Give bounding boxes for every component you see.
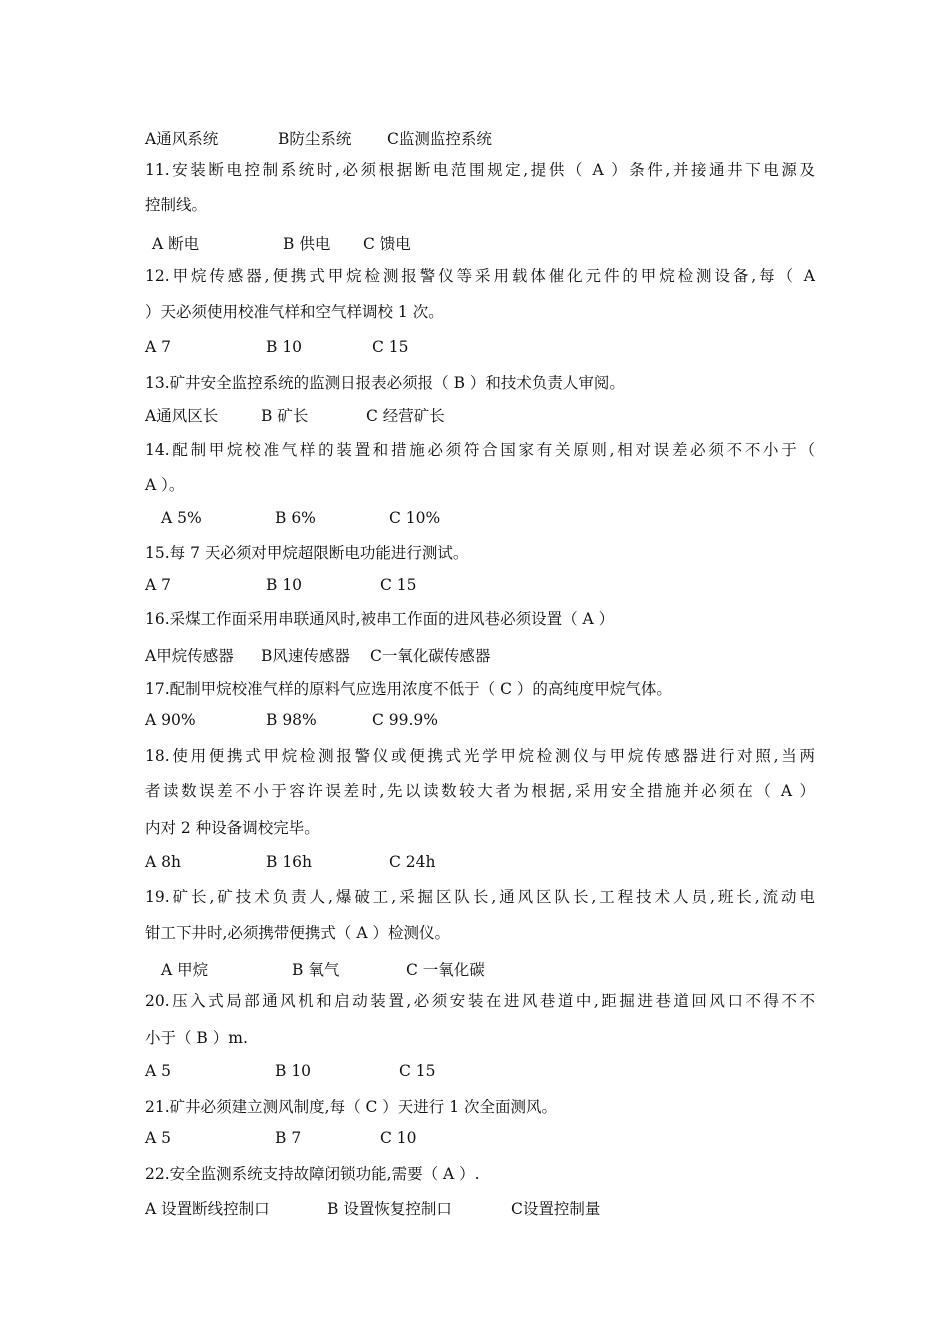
text-line: 控制线。: [145, 196, 208, 214]
text-line: 17.配制甲烷校准气样的原料气应选用浓度不低于（ C ）的高纯度甲烷气体。: [145, 680, 672, 698]
question-line: 20.压入式局部通风机和启动装置,必须安装在进风巷道中,距掘进巷道回风口不得不不: [145, 992, 815, 1010]
option-a: A 7: [145, 576, 171, 594]
option-a: A通风区长: [145, 407, 219, 425]
option-c: C 15: [372, 338, 409, 356]
option-a: A通风系统: [145, 130, 219, 148]
question-line: 11.安装断电控制系统时,必须根据断电范围规定,提供（ A ）条件,并接通井下电源及: [145, 161, 815, 179]
text-line: 钳工下井时,必须携带便携式（ A ）检测仪。: [145, 924, 450, 942]
option-a: A甲烷传感器: [145, 647, 234, 665]
option-c: C设置控制量: [511, 1200, 601, 1218]
option-c: C 馈电: [363, 235, 411, 253]
option-c: C监测监控系统: [387, 130, 492, 148]
option-a: A 90%: [145, 711, 196, 729]
option-c: C 15: [399, 1062, 436, 1080]
option-b: B 10: [266, 576, 303, 594]
option-b: B 10: [275, 1062, 312, 1080]
text-line: 内对 2 种设备调校完毕。: [145, 819, 320, 837]
option-c: C 10%: [389, 509, 441, 527]
option-b: B 10: [266, 338, 303, 356]
question-line: 14.配制甲烷校准气样的装置和措施必须符合国家有关原则,相对误差必须不不小于（: [145, 441, 815, 459]
option-c: C 经营矿长: [366, 407, 445, 425]
option-c: C 10: [380, 1129, 417, 1147]
option-c: C 24h: [389, 853, 436, 871]
option-b: B 6%: [275, 509, 316, 527]
text-line: A ）。: [145, 476, 185, 494]
option-b: B 16h: [266, 853, 313, 871]
question-line: 12.甲烷传感器,便携式甲烷检测报警仪等采用载体催化元件的甲烷检测设备,每（ A: [145, 267, 815, 285]
text-line: 21.矿井必须建立测风制度,每（ C ）天进行 1 次全面测风。: [145, 1098, 558, 1116]
text-line: 15.每 7 天必须对甲烷超限断电功能进行测试。: [145, 544, 469, 562]
question-line: 18.使用便携式甲烷检测报警仪或便携式光学甲烷检测仪与甲烷传感器进行对照,当两: [145, 747, 815, 765]
text-line: 16.采煤工作面采用串联通风时,被串工作面的进风巷必须设置（ A ）: [145, 610, 615, 628]
option-a: A 5: [145, 1129, 171, 1147]
option-c: C一氧化碳传感器: [370, 647, 491, 665]
option-a: A 8h: [145, 853, 181, 871]
option-b: B 矿长: [261, 407, 309, 425]
text-line: 小于（ B ）m.: [145, 1029, 248, 1047]
option-b: B 98%: [266, 711, 317, 729]
option-a: A 设置断线控制口: [145, 1200, 270, 1218]
option-c: C 99.9%: [372, 711, 439, 729]
option-b: B 氧气: [292, 961, 340, 979]
question-line: 者读数误差不小于容许误差时,先以读数较大者为根据,采用安全措施并必须在（ A ）: [145, 782, 815, 800]
option-c: C 一氧化碳: [406, 961, 485, 979]
text-line: 13.矿井安全监控系统的监测日报表必须报（ B ）和技术负责人审阅。: [145, 374, 625, 392]
option-b: B 设置恢复控制口: [327, 1200, 452, 1218]
option-b: B风速传感器: [261, 647, 350, 665]
option-a: A 7: [145, 338, 171, 356]
option-b: B防尘系统: [278, 130, 352, 148]
option-b: B 7: [275, 1129, 302, 1147]
option-a: A 5: [145, 1062, 171, 1080]
option-c: C 15: [380, 576, 417, 594]
question-line: 19.矿长,矿技术负责人,爆破工,采掘区队长,通风区队长,工程技术人员,班长,流动电: [145, 888, 815, 906]
option-a: A 断电: [152, 235, 200, 253]
option-a: A 5%: [161, 509, 202, 527]
option-a: A 甲烷: [161, 961, 209, 979]
text-line: 22.安全监测系统支持故障闭锁功能,需要（ A ）.: [145, 1165, 480, 1183]
text-line: ）天必须使用校准气样和空气样调校 1 次。: [145, 303, 444, 321]
option-b: B 供电: [283, 235, 331, 253]
